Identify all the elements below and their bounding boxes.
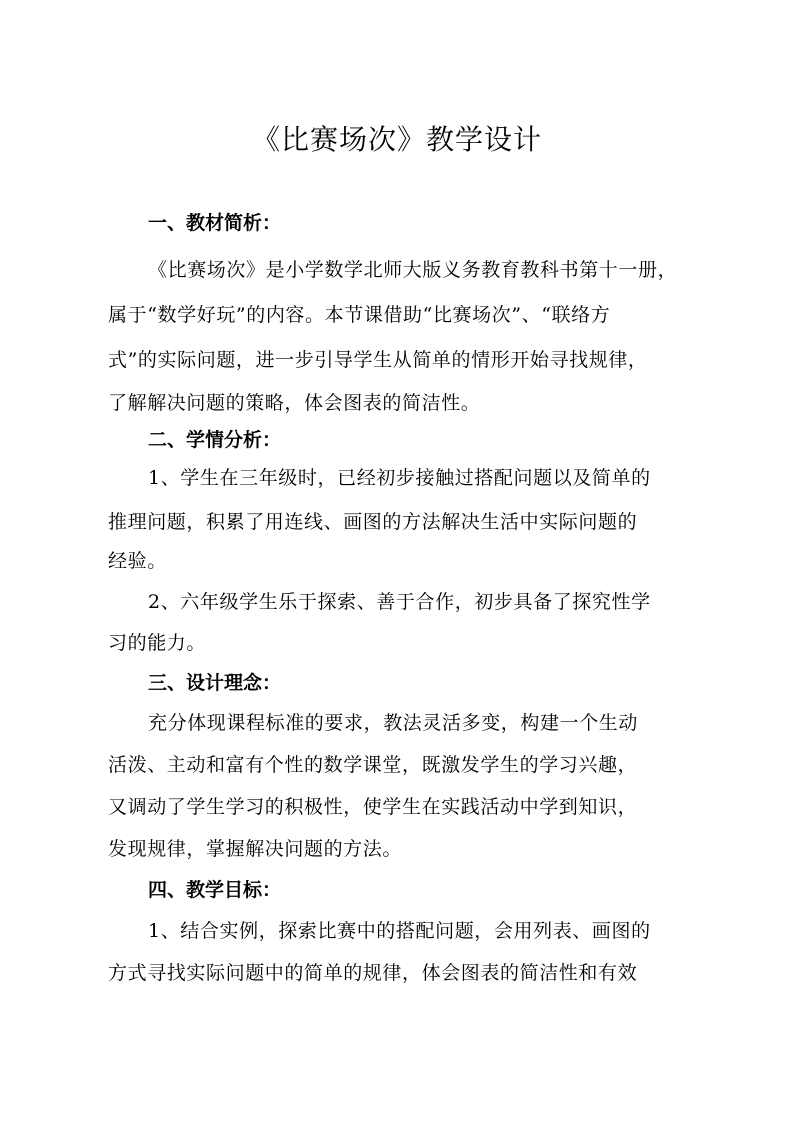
paragraph-line: 推理问题，积累了用连线、画图的方法解决生活中实际问题的: [108, 511, 638, 533]
paragraph-line: 属于“数学好玩”的内容。本节课借助“比赛场次”、“联络方: [108, 304, 611, 326]
paragraph-line: 发现规律，掌握解决问题的方法。: [108, 838, 403, 860]
paragraph-line: 活泼、主动和富有个性的数学课堂，既激发学生的学习兴趣，: [108, 754, 638, 776]
section-heading-textbook-analysis: 一、教材简析：: [148, 212, 282, 234]
paragraph-line: 经验。: [108, 550, 167, 572]
paragraph-line: 1、结合实例，探索比赛中的搭配问题，会用列表、画图的: [148, 920, 651, 942]
paragraph-line: 方式寻找实际问题中的简单的规律，体会图表的简洁性和有效: [108, 962, 638, 984]
paragraph-line: 2、六年级学生乐于探索、善于合作，初步具备了探究性学: [148, 591, 651, 613]
section-heading-learner-analysis: 二、学情分析：: [148, 429, 282, 451]
document-title: 《比赛场次》教学设计: [251, 123, 542, 156]
paragraph-line: 式”的实际问题，进一步引导学生从简单的情形开始寻找规律，: [108, 349, 648, 371]
paragraph-line: 又调动了学生学习的积极性，使学生在实践活动中学到知识，: [108, 796, 638, 818]
paragraph-line: 了解解决问题的策略，体会图表的简洁性。: [108, 392, 481, 414]
paragraph-line: 1、学生在三年级时，已经初步接触过搭配问题以及简单的: [148, 467, 651, 489]
paragraph-line: 充分体现课程标准的要求，教法灵活多变，构建一个生动: [148, 712, 639, 734]
section-heading-design-philosophy: 三、设计理念：: [148, 672, 282, 694]
paragraph-line: 习的能力。: [108, 632, 207, 654]
paragraph-line: 《比赛场次》是小学数学北师大版义务教育教科书第十一册，: [148, 259, 678, 281]
section-heading-teaching-objectives: 四、教学目标：: [148, 879, 282, 901]
